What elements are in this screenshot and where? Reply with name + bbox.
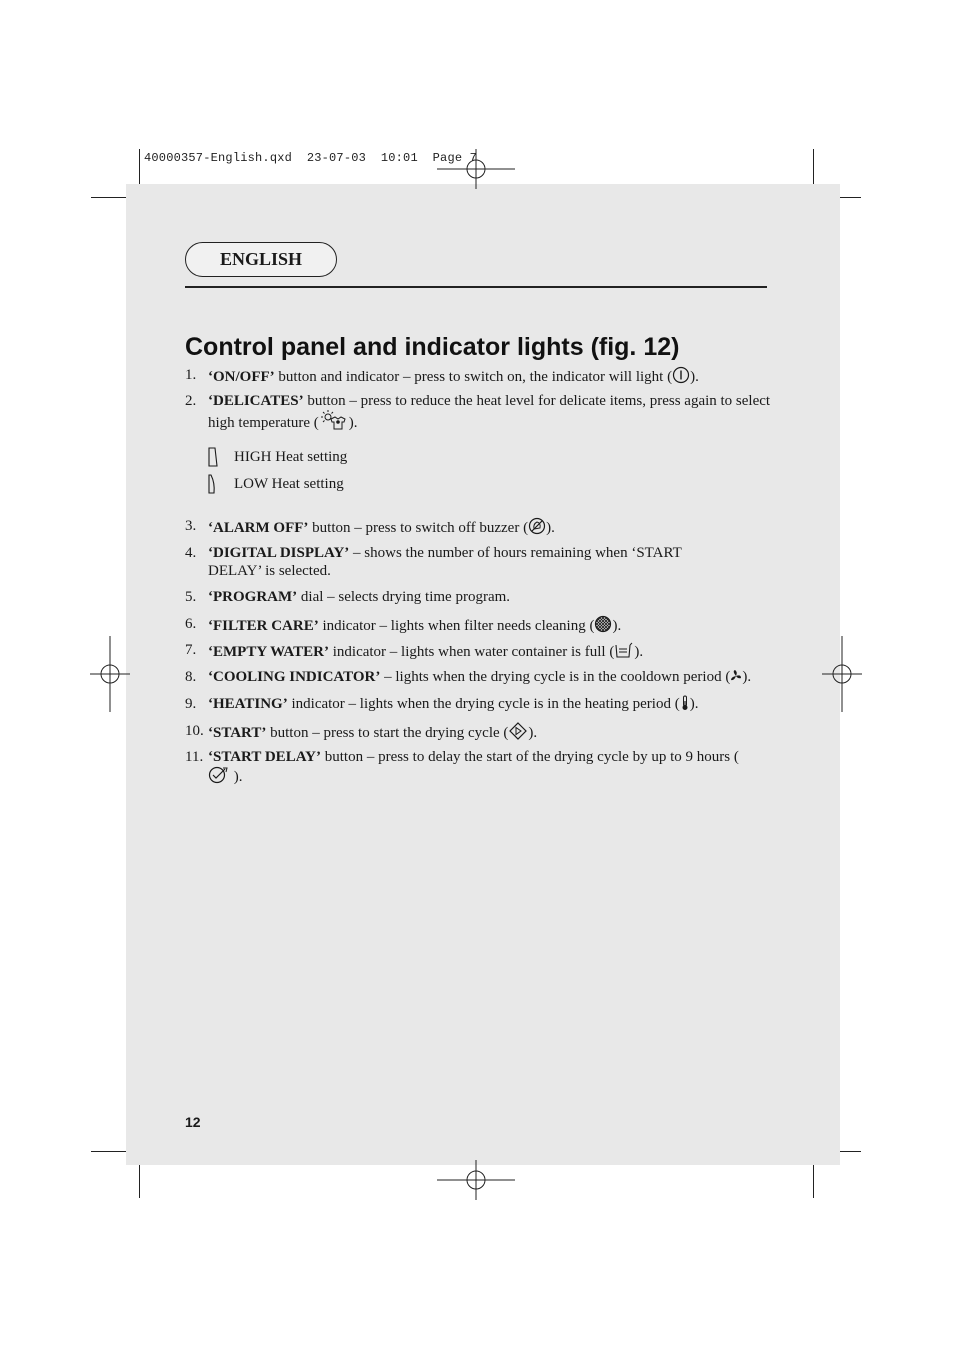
crop-mark: [91, 197, 131, 198]
list-item: [185, 615, 785, 635]
registration-mark-icon: [822, 636, 862, 712]
list-item: [185, 695, 785, 713]
low-heat-icon: [207, 474, 219, 494]
item-label: ‘HEATING’: [208, 696, 288, 712]
item-number: 2.: [185, 393, 197, 409]
item-number: 6.: [185, 616, 197, 632]
item-text: button – press to switch off buzzer (: [308, 520, 529, 536]
crop-mark: [91, 1151, 131, 1152]
list-item: [185, 544, 785, 580]
crop-mark: [813, 1162, 814, 1198]
item-label: ‘EMPTY WATER’: [208, 644, 329, 660]
item-label: ‘COOLING INDICATOR’: [208, 669, 381, 685]
item-label: ‘ON/OFF’: [208, 369, 275, 385]
crop-mark: [813, 149, 814, 187]
item-end: ).: [689, 696, 699, 712]
item-label: ‘START DELAY’: [208, 749, 321, 765]
filter-icon: [594, 615, 612, 633]
high-heat-icon: [207, 447, 219, 467]
item-text: button – press to delay the start of the drying cycle by up to 9 hours (: [320, 749, 739, 765]
item-end: ).: [612, 618, 622, 634]
printer-slug: 40000357-English.qxd 23-07-03 10:01 Page 7: [144, 151, 478, 165]
page-number: 12: [185, 1114, 201, 1130]
item-text: button – press to start the drying cycle (: [266, 725, 509, 741]
item-label: ‘FILTER CARE’: [208, 618, 319, 634]
item-end: ).: [690, 369, 699, 385]
language-label: ENGLISH: [185, 242, 337, 277]
item-number: 7.: [185, 642, 197, 658]
item-text: indicator – lights when the drying cycle is in the heating period (: [287, 696, 680, 712]
registration-mark-icon: [437, 1160, 517, 1200]
list-item: [185, 517, 785, 537]
start-icon: [508, 722, 528, 740]
item-number: 8.: [185, 669, 197, 685]
item-text: – shows the number of hours remaining when ‘START DELAY’ is selected.: [208, 545, 682, 579]
item-end: ).: [634, 644, 644, 660]
list-item: [185, 366, 785, 386]
item-text: dial – selects drying time program.: [297, 589, 511, 605]
item-number: 4.: [185, 545, 197, 561]
item-number: 9.: [185, 696, 197, 712]
item-number: 1.: [185, 367, 197, 383]
item-end: ).: [546, 520, 555, 536]
list-item: [185, 722, 785, 742]
item-number: 3.: [185, 518, 197, 534]
item-end: ).: [348, 415, 358, 431]
crop-mark: [139, 1162, 140, 1198]
thermometer-icon: [680, 695, 690, 711]
buzzer-off-icon: [528, 517, 546, 535]
list-item: [185, 748, 785, 786]
item-text: button – press to reduce the heat level for delicate items, press again to select high temperature (: [208, 393, 771, 431]
item-end: ).: [230, 769, 243, 785]
item-number: 11.: [185, 749, 204, 765]
item-text: indicator – lights when filter needs cleaning (: [318, 618, 595, 634]
sun-shirt-icon: [319, 410, 349, 430]
item-label: ‘DELICATES’: [208, 393, 304, 409]
item-text: – lights when the drying cycle is in the cooldown period (: [380, 669, 731, 685]
water-container-icon: [614, 641, 634, 659]
item-end: ).: [528, 725, 538, 741]
heat-setting-label: HIGH Heat setting: [234, 449, 348, 465]
heat-setting-label: LOW Heat setting: [234, 476, 344, 492]
registration-mark-icon: [90, 636, 130, 712]
list-item: [185, 392, 785, 432]
registration-mark-icon: [437, 149, 517, 189]
delay-clock-icon: [208, 766, 230, 784]
crop-mark: [139, 149, 140, 187]
item-label: ‘DIGITAL DISPLAY’: [208, 545, 350, 561]
item-label: ‘ALARM OFF’: [208, 520, 309, 536]
item-number: 10.: [185, 723, 204, 739]
item-number: 5.: [185, 589, 197, 605]
list-item: [185, 588, 785, 606]
item-label: ‘PROGRAM’: [208, 589, 298, 605]
item-text: button and indicator – press to switch on, the indicator will light (: [274, 369, 673, 385]
header-rule: [185, 286, 767, 288]
power-icon: [672, 366, 690, 384]
item-text: indicator – lights when water container is full (: [328, 644, 615, 660]
fan-icon: [730, 668, 742, 684]
page-title: Control panel and indicator lights (fig. 12): [185, 333, 680, 361]
item-end: ).: [742, 669, 752, 685]
item-label: ‘START’: [208, 725, 267, 741]
list-item: [185, 641, 785, 661]
list-item: [185, 668, 785, 686]
